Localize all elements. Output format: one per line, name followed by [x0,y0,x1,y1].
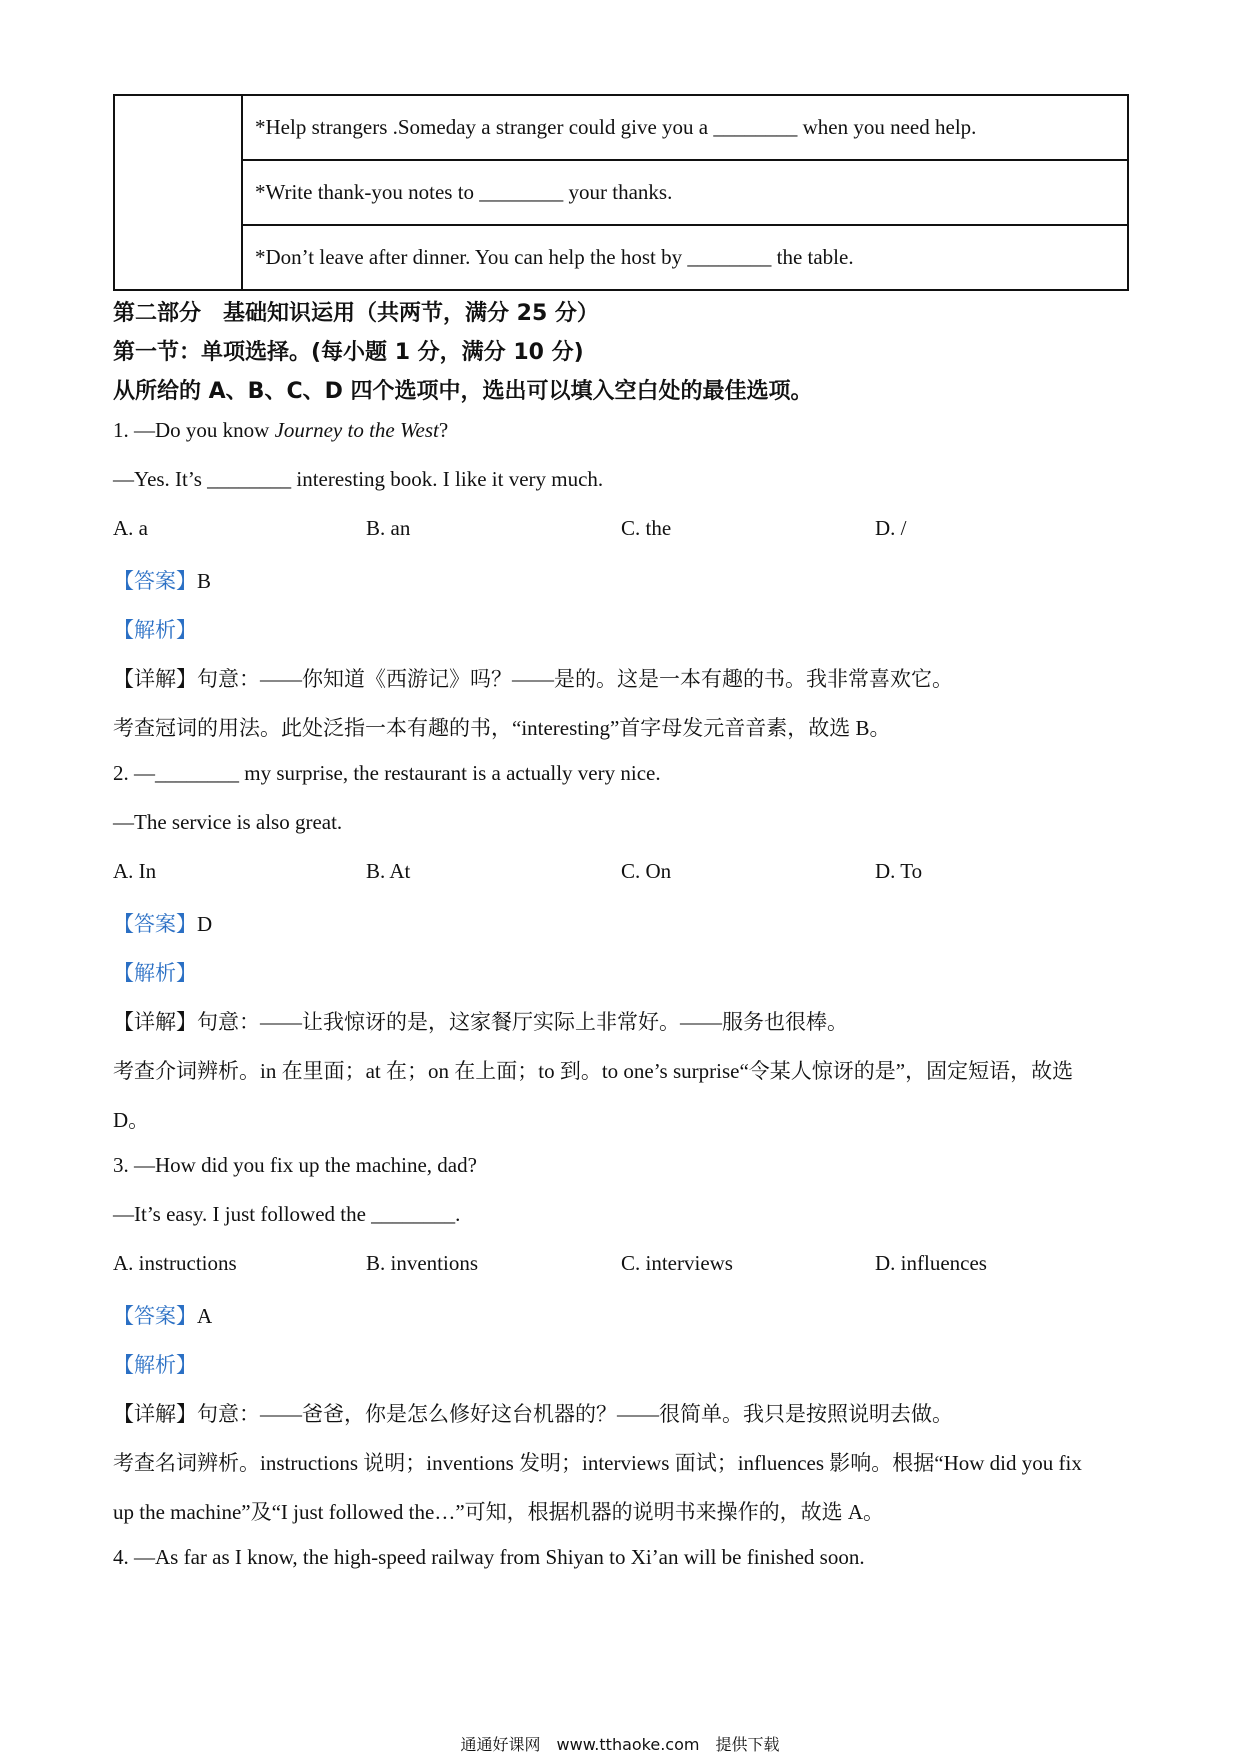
option-a: A. In [113,859,157,883]
question-2-stem: 2. —________ my surprise, the restaurant is a actually very nice. [113,761,661,785]
option-b: B. inventions [366,1251,479,1275]
option-b: B. an [366,516,411,540]
question-3-stem: 3. —How did you fix up the machine, dad? [113,1153,477,1177]
question-1-answer [113,565,211,595]
question-3-answer [113,1300,212,1330]
page-footer: 通通好课网 www.tthaoke.com 提供下载 [460,1735,780,1754]
question-3-line2: —It’s easy. I just followed the ________. [113,1202,461,1226]
question-2-answer [113,908,212,938]
answer-value: D [197,912,213,936]
option-d: D. influences [875,1251,987,1275]
question-1-stem-prefix: 1. —Do you know [113,418,275,442]
answer-label: 【答案】 [113,912,197,936]
part-heading: 第二部分 基础知识运用（共两节，满分 25 分） [113,301,599,326]
question-3-detail: 【详解】句意：——爸爸，你是怎么修好这台机器的？——很简单。我只是按照说明去做。 [113,1402,953,1426]
question-3-explain-cont: up the machine”及“I just followed the…”可知，根据机器的说明书来操作的，故选 A。 [113,1500,885,1524]
answer-label: 【答案】 [113,569,197,593]
question-1-stem-suffix: ? [438,418,449,442]
option-d: D. / [875,516,907,540]
question-2-line2: —The service is also great. [113,810,343,834]
question-1-line2: —Yes. It’s ________ interesting book. I like it very much. [113,467,604,491]
question-1-explain: 考查冠词的用法。此处泛指一本有趣的书，“interesting”首字母发元音音素，故选 B。 [113,716,891,740]
question-4-stem: 4. —As far as I know, the high-speed railway from Shiyan to Xi’an will be finished soon. [113,1545,865,1569]
table-blank-column [114,95,242,290]
question-1-book-title: Journey to the West [274,418,439,442]
question-2-explain-cont: D。 [113,1108,150,1132]
answer-label: 【答案】 [113,1304,197,1328]
subsection-heading: 第一节：单项选择。(每小题 1 分，满分 10 分) [113,340,584,365]
answer-value: A [197,1304,213,1328]
question-2-analysis-label: 【解析】 [113,961,197,985]
question-3-analysis-label: 【解析】 [113,1353,197,1377]
option-c: C. On [621,859,672,883]
table-cell: *Help strangers .Someday a stranger could give you a ________ when you need help. [242,95,1128,160]
question-1-stem [113,418,448,443]
option-d: D. To [875,859,923,883]
option-b: B. At [366,859,411,883]
option-c: C. interviews [621,1251,733,1275]
answer-value: B [197,569,212,593]
option-c: C. the [621,516,672,540]
table-row [114,95,1128,160]
tips-table [113,94,1129,291]
option-a: A. a [113,516,148,540]
table-row [114,225,1128,290]
table-row [114,160,1128,225]
question-1-analysis-label: 【解析】 [113,618,197,642]
table-cell: *Write thank-you notes to ________ your thanks. [242,160,1128,225]
question-3-explain: 考查名词辨析。instructions 说明；inventions 发明；interviews 面试；influences 影响。根据“How did you fix [113,1451,1082,1475]
question-1-detail: 【详解】句意：——你知道《西游记》吗？——是的。这是一本有趣的书。我非常喜欢它。 [113,667,953,691]
option-a: A. instructions [113,1251,237,1275]
instruction-text: 从所给的 A、B、C、D 四个选项中，选出可以填入空白处的最佳选项。 [113,379,813,404]
question-2-explain: 考查介词辨析。in 在里面；at 在；on 在上面；to 到。to one’s surprise“令某人惊讶的是”，固定短语，故选 [113,1059,1074,1083]
question-2-detail: 【详解】句意：——让我惊讶的是，这家餐厅实际上非常好。——服务也很棒。 [113,1010,848,1034]
table-cell: *Don’t leave after dinner. You can help the host by ________ the table. [242,225,1128,290]
